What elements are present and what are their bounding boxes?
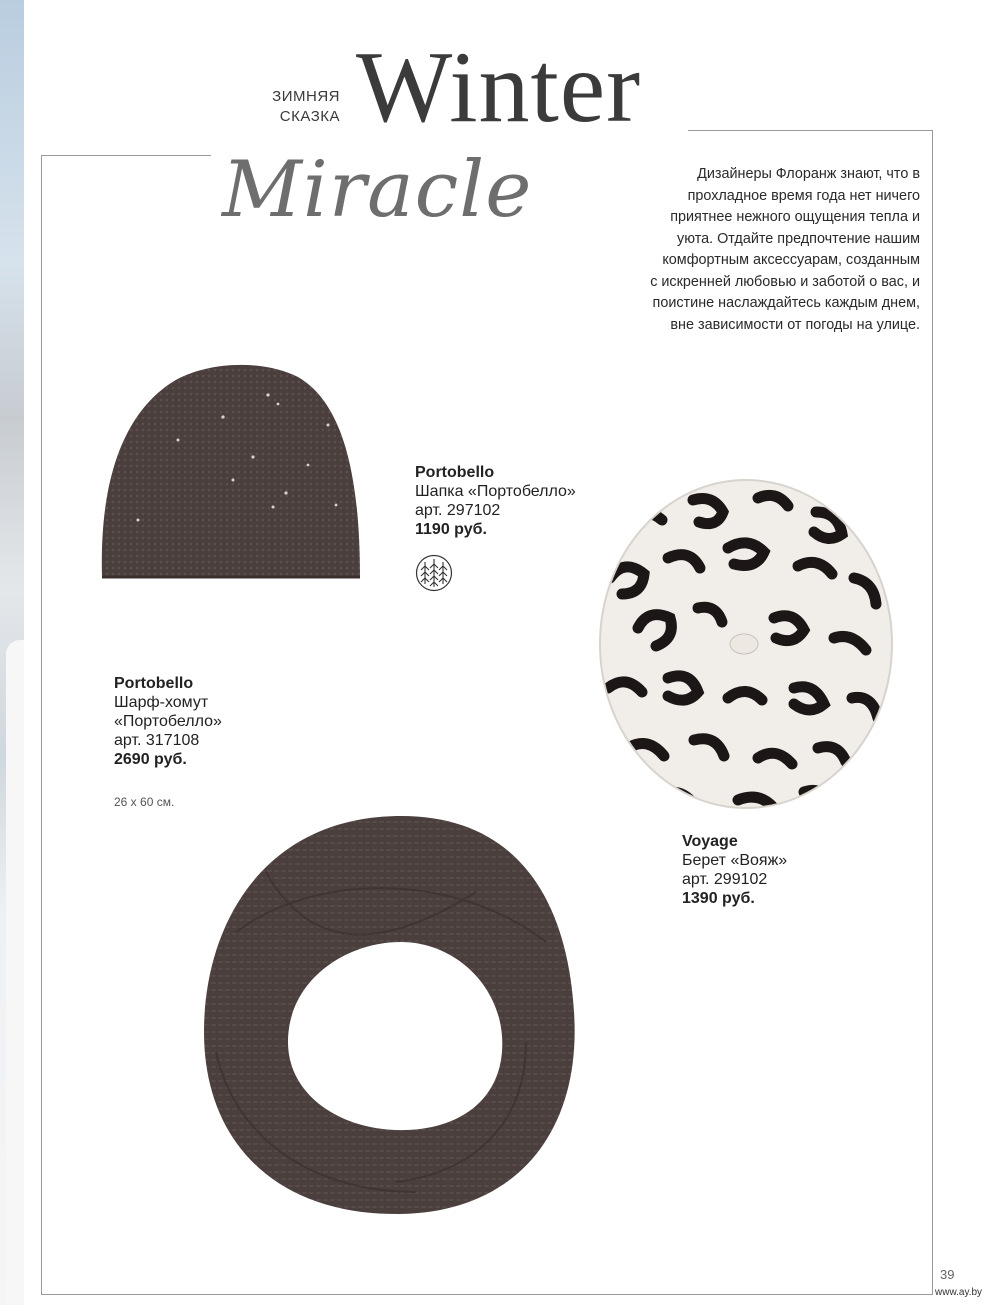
product-brand: Portobello <box>415 464 495 481</box>
intro-line: Дизайнеры Флоранж знают, что в <box>697 166 920 182</box>
leopard-beret-image <box>598 478 894 810</box>
intro-paragraph <box>580 164 920 336</box>
knit-pattern-icon <box>415 554 453 592</box>
intro-line: поистине наслаждайтесь каждым днем, <box>652 295 920 311</box>
intro-line: с искренней любовью и заботой о вас, и <box>650 273 920 290</box>
product-price: 1390 руб. <box>682 890 755 907</box>
page-title-miracle: Miracle <box>222 145 533 235</box>
cover-photo-edge <box>0 0 24 1305</box>
product-article: арт. 317108 <box>114 732 200 749</box>
beanie-hat-image <box>98 355 364 583</box>
page-title-winter: Winter <box>356 31 642 144</box>
page-number: 39 <box>940 1267 955 1282</box>
frame-line-top-left <box>41 155 211 156</box>
intro-line: комфортным аксессуарам, созданным <box>662 252 920 268</box>
subtitle-line-2: СКАЗКА <box>279 108 340 125</box>
frame-line-bottom <box>41 1294 933 1295</box>
snood-scarf-image <box>196 812 606 1218</box>
product-article: арт. 299102 <box>682 871 768 888</box>
frame-line-left <box>41 155 42 1295</box>
product-brand: Voyage <box>682 833 738 850</box>
product-name: Шапка «Портобелло» <box>415 483 576 500</box>
intro-line: вне зависимости от погоды на улице. <box>670 316 920 333</box>
watermark: www.ay.by <box>935 1287 983 1298</box>
product-beret-info <box>682 832 787 908</box>
product-name: Берет «Вояж» <box>682 852 788 869</box>
frame-line-top-right <box>688 130 933 131</box>
product-hat-info <box>415 463 576 539</box>
product-price: 1190 руб. <box>415 521 487 538</box>
product-article: арт. 297102 <box>415 502 501 519</box>
intro-line: прохладное время года нет ничего <box>687 187 920 204</box>
frame-line-right <box>932 130 933 1295</box>
intro-line: уюта. Отдайте предпочтение нашим <box>677 230 920 247</box>
product-name-line-2: «Портобелло» <box>114 713 222 730</box>
product-name-line-1: Шарф-хомут <box>114 694 209 711</box>
product-size: 26 х 60 см. <box>114 795 175 809</box>
subtitle-line-1: ЗИМНЯЯ <box>272 88 340 105</box>
product-price: 2690 руб. <box>114 751 187 768</box>
product-brand: Portobello <box>114 675 194 692</box>
product-snood-info <box>114 674 222 769</box>
section-subtitle <box>230 87 340 127</box>
intro-line: приятнее нежного ощущения тепла и <box>670 209 920 225</box>
